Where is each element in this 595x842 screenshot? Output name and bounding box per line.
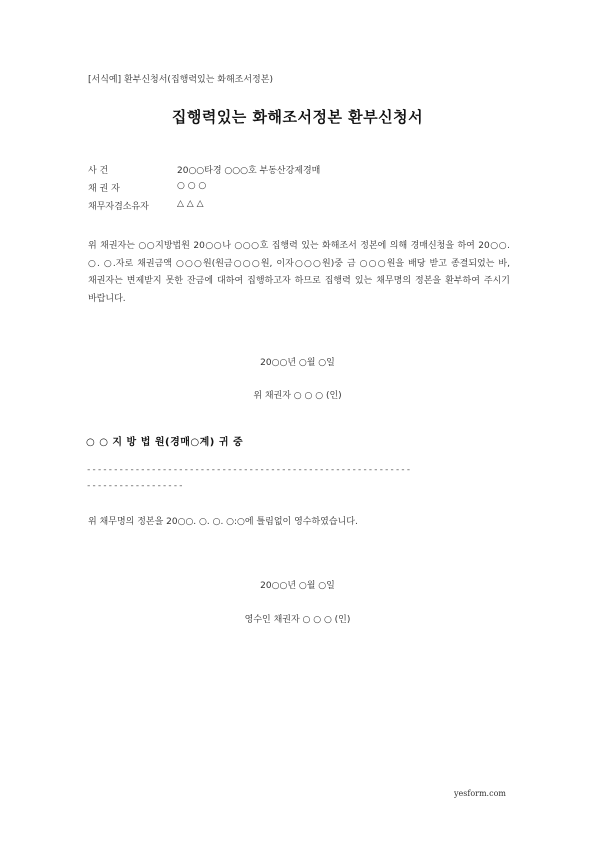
receipt-date: 20○○년 ○월 ○일 — [260, 581, 335, 591]
debtor-owner-label: 채무자겸소유자 — [88, 202, 149, 212]
creditor-value: ○ ○ ○ — [177, 181, 207, 191]
cut-line-dashes-continued: ------------------ — [86, 481, 184, 491]
application-date: 20○○년 ○월 ○일 — [260, 358, 335, 368]
cut-line-dashes: ------------------------------------------------------------ — [86, 465, 412, 475]
receiver-signature: 영수인 채권자 ○ ○ ○ (인) — [244, 615, 351, 625]
case-value: 20○○타경 ○○○호 부동산강제경매 — [177, 166, 321, 176]
document-title: 집행력있는 화해조서정본 환부신청서 — [171, 108, 424, 126]
case-label: 사 건 — [88, 166, 109, 176]
debtor-owner-value: △ △ △ — [177, 199, 204, 209]
form-label: [서식예] 환부신청서(집행력있는 화해조서정본) — [88, 75, 273, 85]
applicant-signature: 위 채권자 ○ ○ ○ (인) — [253, 391, 342, 401]
court-addressee: ○ ○ 지 방 법 원(경매○계) 귀 중 — [86, 437, 244, 448]
request-body-paragraph: 위 채권자는 ○○지방법원 20○○나 ○○○호 집행력 있는 화해조서 정본에 의해 경매신청을 하여 20○○. ○. ○.자로 채권금액 ○○○원(원금○○○원, 이자○○○원)중 금 ○○○원을 배당 받고 종결되었는 바, 채권자는 변제받지 못한 잔금에 대하여 집행하고자 하므로 집행력 있는 채무명의 정본을 환부하여 주시기 바랍니다. — [88, 241, 510, 304]
footer-watermark: yesform.com — [454, 789, 506, 798]
creditor-label: 채 권 자 — [88, 184, 120, 194]
receipt-statement: 위 채무명의 정본을 20○○. ○. ○. ○:○에 틀림없이 영수하였습니다. — [88, 517, 358, 527]
